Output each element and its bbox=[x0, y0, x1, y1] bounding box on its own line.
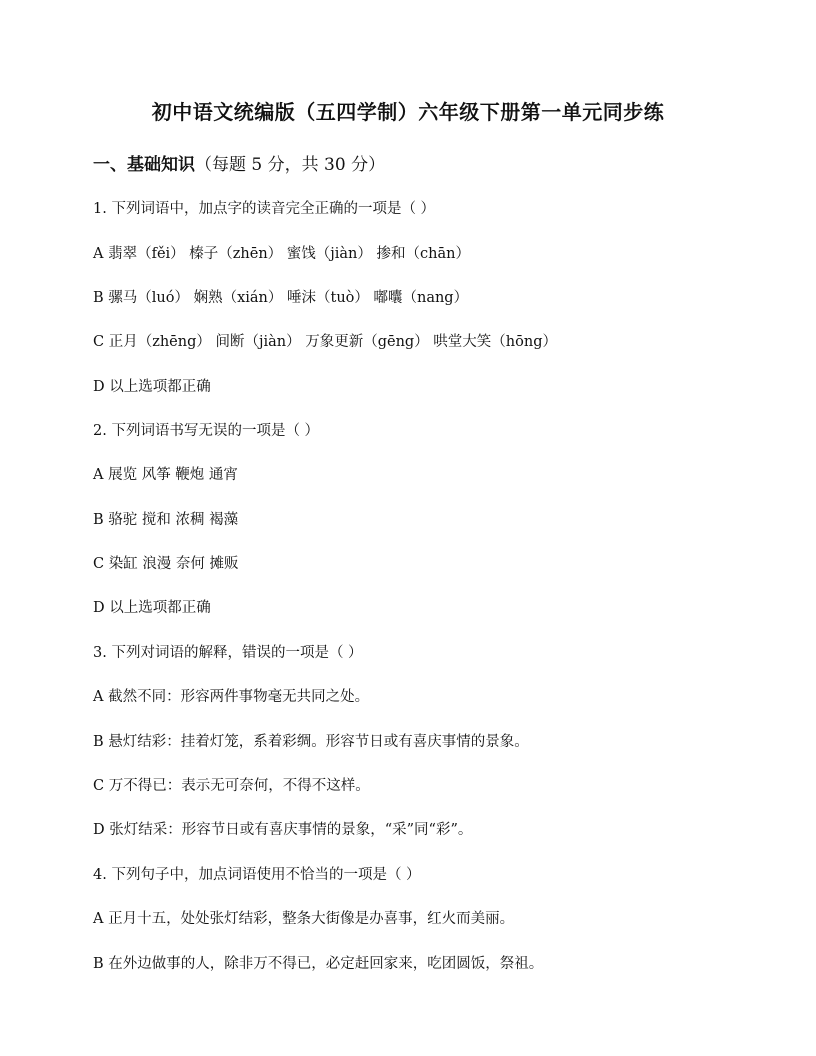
question-2-option-d: D 以上选项都正确 bbox=[93, 600, 211, 616]
section-heading-note: （每题 5 分，共 30 分） bbox=[195, 155, 386, 175]
section-heading-label: 一、基础知识 bbox=[93, 155, 195, 175]
question-2: 2. 下列词语书写无误的一项是（ ） bbox=[93, 423, 320, 439]
question-4-option-b: B 在外边做事的人，除非万不得已，必定赶回家来，吃团圆饭，祭祖。 bbox=[93, 956, 544, 972]
section-heading bbox=[93, 150, 385, 175]
question-4: 4. 下列句子中，加点词语使用不恰当的一项是（ ） bbox=[93, 867, 421, 883]
question-1-option-a: A 翡翠（fěi） 榛子（zhēn） 蜜饯（jiàn） 掺和（chān） bbox=[93, 246, 470, 262]
question-1-option-b: B 骡马（luó） 娴熟（xián） 唾沫（tuò） 嘟囔（nang） bbox=[93, 290, 469, 306]
question-3: 3. 下列对词语的解释，错误的一项是（ ） bbox=[93, 645, 363, 661]
question-2-option-c: C 染缸 浪漫 奈何 摊贩 bbox=[93, 556, 239, 572]
question-2-option-a: A 展览 风筝 鞭炮 通宵 bbox=[93, 467, 238, 483]
question-1-option-c: C 正月（zhēng） 间断（jiàn） 万象更新（gēng） 哄堂大笑（hōng） bbox=[93, 334, 557, 350]
question-3-option-d: D 张灯结采：形容节日或有喜庆事情的景象，“采”同“彩”。 bbox=[93, 822, 473, 838]
question-3-option-c: C 万不得已：表示无可奈何，不得不这样。 bbox=[93, 778, 370, 794]
question-2-option-b: B 骆驼 搅和 浓稠 褐藻 bbox=[93, 512, 239, 528]
question-1-option-d: D 以上选项都正确 bbox=[93, 379, 211, 395]
document-title: 初中语文统编版（五四学制）六年级下册第一单元同步练 bbox=[151, 100, 665, 124]
question-3-option-b: B 悬灯结彩：挂着灯笼，系着彩绸。形容节日或有喜庆事情的景象。 bbox=[93, 734, 529, 750]
question-3-option-a: A 截然不同：形容两件事物毫无共同之处。 bbox=[93, 689, 370, 705]
question-1: 1. 下列词语中，加点字的读音完全正确的一项是（ ） bbox=[93, 201, 436, 217]
question-4-option-a: A 正月十五，处处张灯结彩，整条大街像是办喜事，红火而美丽。 bbox=[93, 911, 515, 927]
